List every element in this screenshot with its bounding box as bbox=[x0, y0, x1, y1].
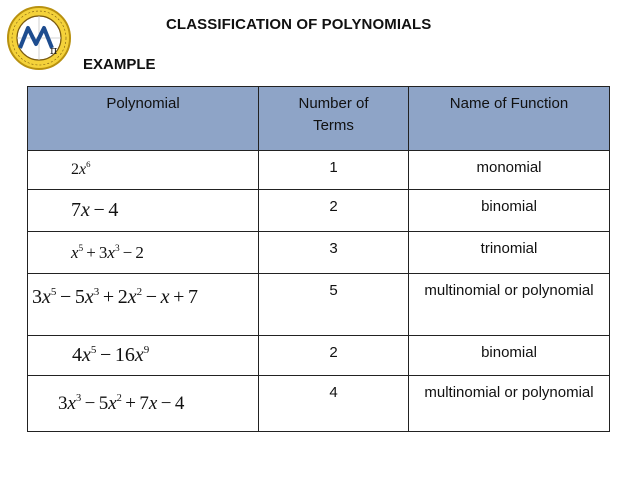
table-header-row bbox=[28, 87, 610, 151]
function-name-cell: multinomial or polynomial bbox=[409, 274, 610, 336]
polynomial-cell: $2x^6$ bbox=[28, 151, 259, 190]
terms-cell: 2 bbox=[259, 190, 409, 232]
terms-cell: 3 bbox=[259, 232, 409, 274]
polynomial-table bbox=[27, 86, 610, 432]
table-row bbox=[28, 232, 610, 274]
function-name-cell: multinomial or polynomial bbox=[409, 376, 610, 432]
function-name-cell: binomial bbox=[409, 336, 610, 376]
polynomial-cell: 7x − 4 bbox=[28, 190, 259, 232]
column-header-name-of-function: Name of Function bbox=[409, 87, 610, 151]
table-row bbox=[28, 151, 610, 190]
section-subtitle: EXAMPLE bbox=[83, 56, 156, 73]
table-row bbox=[28, 376, 610, 432]
table-row bbox=[28, 336, 610, 376]
function-name-cell: trinomial bbox=[409, 232, 610, 274]
polynomial-cell: $3x^3 - 5x^2 + 7x - 4$ bbox=[28, 376, 259, 432]
polynomial-cell: $x^5 + 3x^3 - 2$ bbox=[28, 232, 259, 274]
table-row bbox=[28, 274, 610, 336]
function-name-cell: monomial bbox=[409, 151, 610, 190]
polynomial-cell: $3x^5 - 5x^3 + 2x^2 - x + 7$ bbox=[28, 274, 259, 336]
column-header-number-of-terms: Number of Terms bbox=[259, 87, 409, 151]
terms-cell: 2 bbox=[259, 336, 409, 376]
column-header-polynomial: Polynomial bbox=[28, 87, 259, 151]
page-title: CLASSIFICATION OF POLYNOMIALS bbox=[166, 16, 432, 33]
polynomial-cell: $4x^5 - 16x^9$ bbox=[28, 336, 259, 376]
table-row bbox=[28, 190, 610, 232]
terms-cell: 4 bbox=[259, 376, 409, 432]
terms-cell: 1 bbox=[259, 151, 409, 190]
function-name-cell: binomial bbox=[409, 190, 610, 232]
math-seal-logo bbox=[6, 4, 72, 72]
svg-text:π: π bbox=[50, 44, 58, 57]
terms-cell: 5 bbox=[259, 274, 409, 336]
